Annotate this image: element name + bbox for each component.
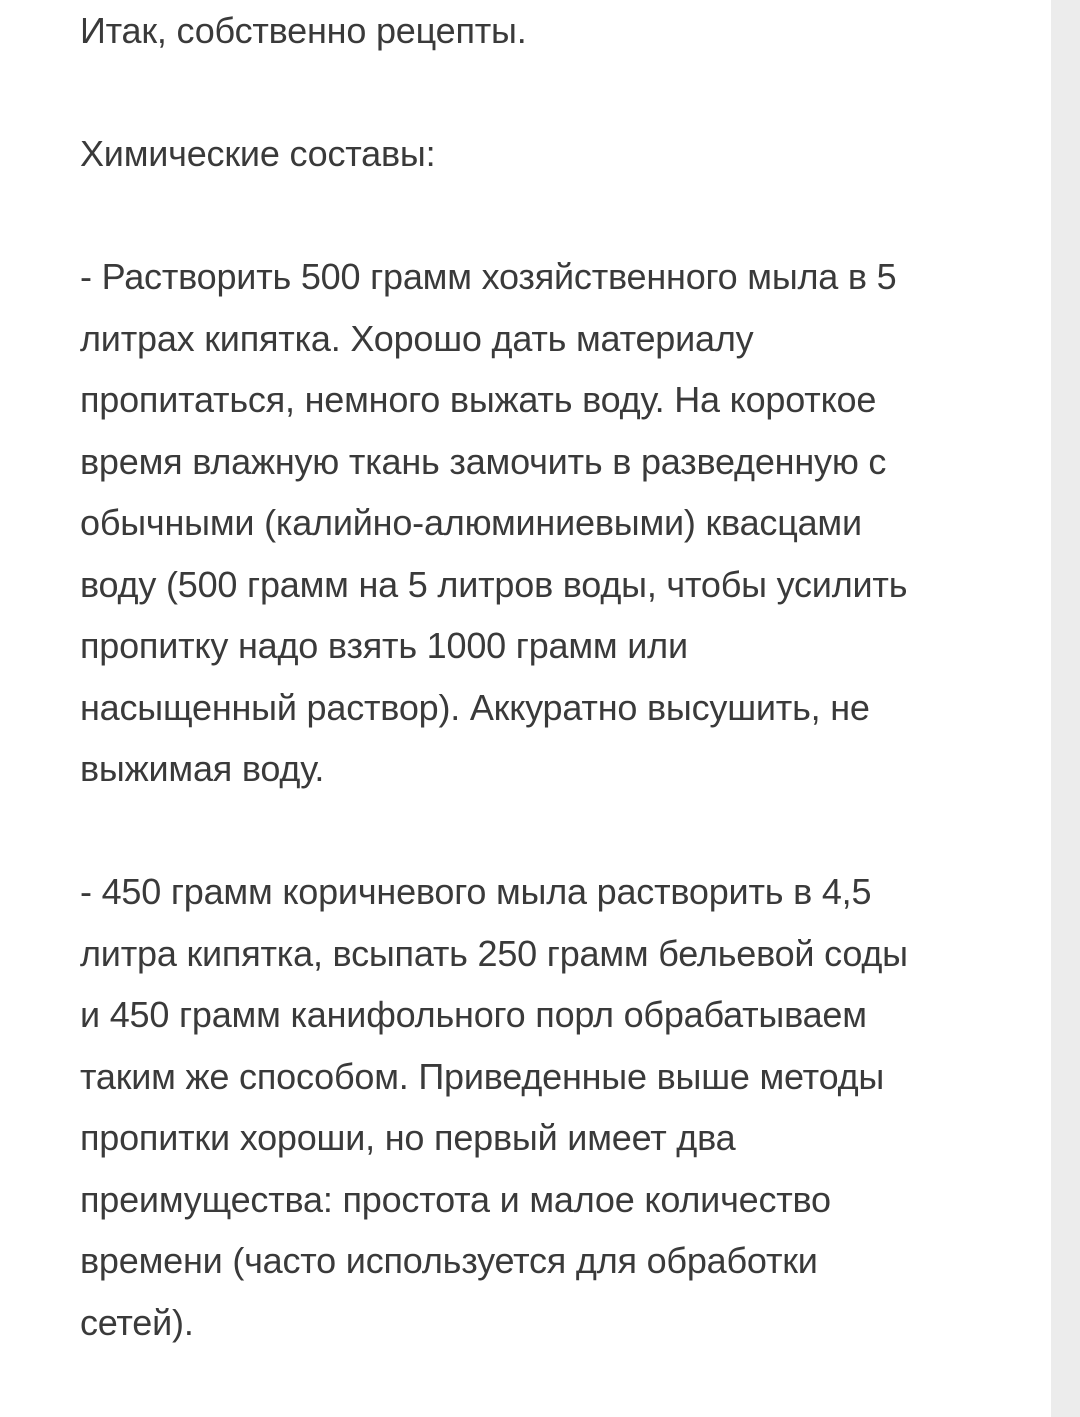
section-heading: Химические составы: xyxy=(80,133,436,174)
paragraph-spacer xyxy=(80,800,980,862)
paragraph-spacer xyxy=(80,185,980,247)
article-body xyxy=(80,0,980,1353)
recipe-paragraph-1: - Растворить 500 грамм хозяйственного мыла в 5 литрах кипятка. Хорошо дать материалу пропитаться, немного выжать воду. На короткое время влажную ткань замочить в разведенную с обычными (калийно-алюминиевыми) квасцами воду (500 грамм на 5 литров воды, чтобы усилить пропитку надо взять 1000 грамм или насыщенный раствор). Аккуратно высушить, не выжимая воду. xyxy=(80,256,908,789)
intro-paragraph: Итак, собственно рецепты. xyxy=(80,10,527,51)
scrollbar-track[interactable] xyxy=(1051,0,1080,1417)
paragraph-spacer xyxy=(80,62,980,124)
recipe-paragraph-2: - 450 грамм коричневого мыла растворить в 4,5 литра кипятка, всыпать 250 грамм бельевой соды и 450 грамм канифольного порл обрабатываем таким же способом. Приведенные выше методы пропитки хороши, но первый имеет два преимущества: простота и малое количество времени (часто используется для обработки сетей). xyxy=(80,871,908,1343)
